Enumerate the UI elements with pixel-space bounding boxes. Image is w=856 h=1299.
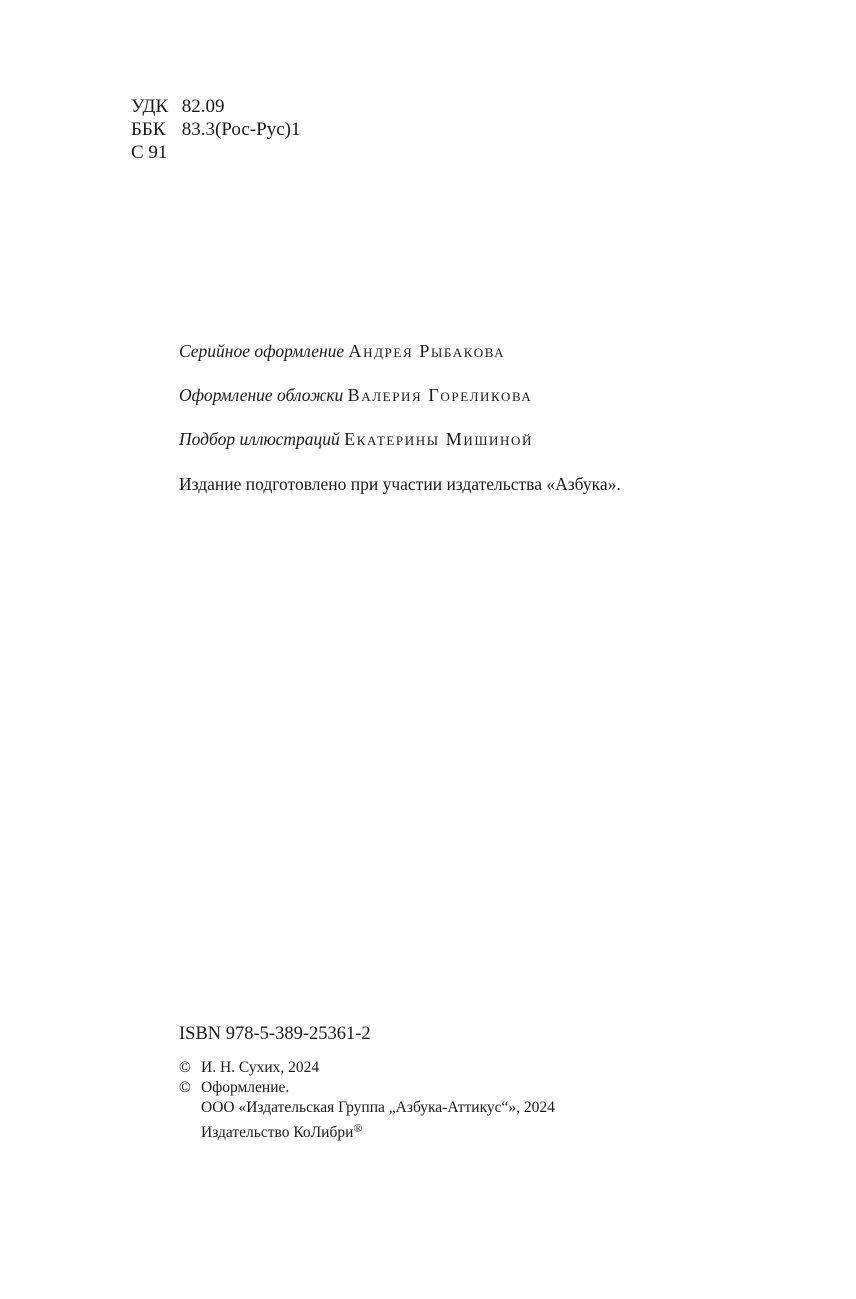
copyright-symbol: ©	[179, 1079, 191, 1096]
credit-role: Оформление обложки	[179, 385, 344, 405]
credit-person: Валерия Гореликова	[347, 385, 533, 405]
copyright-imprint-line	[179, 1118, 555, 1143]
copyright-author: И. Н. Сухих, 2024	[201, 1059, 320, 1076]
credit-person: Екатерины Мишиной	[344, 429, 534, 449]
copyright-design: Оформление.	[201, 1079, 290, 1096]
registered-mark: ®	[353, 1121, 363, 1135]
classification-block	[131, 95, 300, 164]
credit-person: Андрея Рыбакова	[348, 341, 506, 361]
udk-code: УДК	[131, 96, 169, 117]
bbk-row	[131, 118, 300, 141]
credit-role: Подбор иллюстраций	[179, 429, 340, 449]
udk-row	[131, 95, 300, 118]
bbk-value: 83.3(Рос-Рус)1	[181, 119, 301, 140]
copyright-symbol: ©	[179, 1059, 191, 1076]
isbn: ISBN 978-5-389-25361-2	[179, 1024, 371, 1044]
copyright-design-line	[179, 1078, 555, 1098]
udk-value: 82.09	[181, 96, 225, 117]
copyright-publisher: ООО «Издательская Группа „Азбука-Аттикус“», 2024	[201, 1099, 555, 1116]
credit-illustrations	[179, 429, 621, 473]
credit-series-design	[179, 341, 621, 385]
credits-block	[179, 341, 621, 495]
credit-role: Серийное оформление	[179, 341, 345, 361]
credit-cover-design	[179, 385, 621, 429]
author-mark: С 91	[131, 142, 168, 163]
copyright-imprint: Издательство КоЛибри	[201, 1124, 354, 1141]
copyright-author-line	[179, 1058, 555, 1078]
edition-note: Издание подготовлено при участии издательства «Азбука».	[179, 474, 621, 494]
bbk-code: ББК	[131, 119, 166, 140]
copyright-block	[179, 1058, 555, 1143]
author-mark-row	[131, 141, 300, 164]
